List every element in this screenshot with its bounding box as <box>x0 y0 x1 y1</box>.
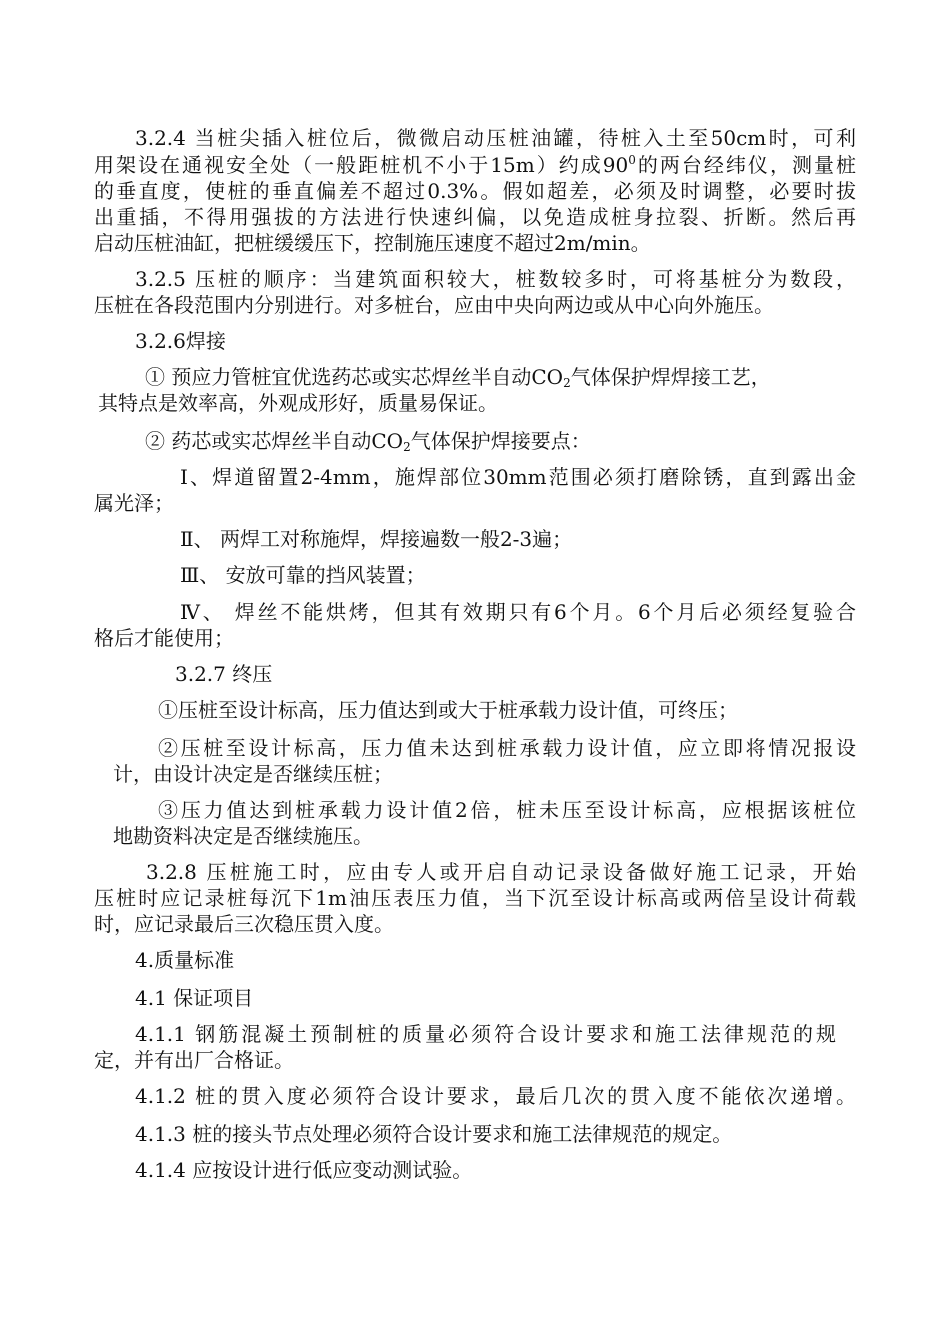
text-span: ② 药芯或实芯焊丝半自动CO <box>145 429 404 453</box>
list-item: Ⅰ、焊道留置2-4mm，施焊部位30mm范围必须打磨除锈，直到露出金 <box>180 465 856 489</box>
list-item: Ⅳ、 焊丝不能烘烤，但其有效期只有6个月。6个月后必须经复验合 <box>180 600 856 624</box>
list-item: 4.1.1 钢筋混凝土预制桩的质量必须符合设计要求和施工法律规范的规 <box>135 1022 836 1046</box>
text-line: 其特点是效率高，外观成形好，质量易保证。 <box>98 391 498 415</box>
subscript: 2 <box>563 376 571 390</box>
text-span: 气体保护焊接要点： <box>410 429 591 453</box>
subscript: 2 <box>403 440 411 454</box>
text-line: 的垂直度，使桩的垂直偏差不超过0.3%。假如超差，必须及时调整，必要时拔 <box>94 179 856 203</box>
text-line: 定，并有出厂合格证。 <box>94 1048 294 1072</box>
text-line: 属光泽； <box>94 491 174 515</box>
superscript: 0 <box>628 153 636 167</box>
text-line <box>94 152 856 178</box>
list-item: 4.1.3 桩的接头节点处理必须符合设计要求和施工法律规范的规定。 <box>135 1122 733 1146</box>
text-span: 的两台经纬仪，测量桩 <box>635 153 856 177</box>
list-item: Ⅱ、 两焊工对称施焊，焊接遍数一般2-3遍； <box>180 527 573 551</box>
text-line: 时，应记录最后三次稳压贯入度。 <box>94 912 394 936</box>
text-line: 启动压桩油缸，把桩缓缓压下，控制施压速度不超过2m/min。 <box>94 231 651 255</box>
list-item: ②压桩至设计标高，压力值未达到桩承载力设计值，应立即将情况报设 <box>158 736 856 760</box>
subsection-heading: 4.1 保证项目 <box>135 986 254 1010</box>
section-heading: 3.2.7 终压 <box>175 662 273 686</box>
text-line: 3.2.4 当桩尖插入桩位后，微微启动压桩油罐，待桩入土至50cm时，可利 <box>135 126 856 150</box>
text-line: 压桩时应记录桩每沉下1m油压表压力值，当下沉至设计标高或两倍呈设计荷载 <box>94 886 856 910</box>
text-line: 压桩在各段范围内分别进行。对多桩台，应由中央向两边或从中心向外施压。 <box>94 293 774 317</box>
section-heading: 4.质量标准 <box>135 948 235 972</box>
text-line: 计，由设计决定是否继续压桩； <box>113 762 393 786</box>
text-line <box>145 364 771 390</box>
list-item: 4.1.4 应按设计进行低应变动测试验。 <box>135 1158 473 1182</box>
text-span: 气体保护焊焊接工艺， <box>570 365 771 389</box>
text-span: 用架设在通视安全处（一般距桩机不小于15m）约成90 <box>94 153 629 177</box>
text-line: 3.2.5 压桩的顺序：当建筑面积较大，桩数较多时，可将基桩分为数段， <box>135 267 856 291</box>
list-item: Ⅲ、 安放可靠的挡风装置； <box>180 563 426 587</box>
list-item: ①压桩至设计标高，压力值达到或大于桩承载力设计值，可终压； <box>158 698 738 722</box>
text-span: ① 预应力管桩宜优选药芯或实芯焊丝半自动CO <box>145 365 564 389</box>
text-line: 格后才能使用； <box>94 626 234 650</box>
text-line <box>145 428 591 454</box>
text-line: 出重插，不得用强拔的方法进行快速纠偏，以免造成桩身拉裂、折断。然后再 <box>94 205 856 229</box>
text-line: 地勘资料决定是否继续施压。 <box>113 824 373 848</box>
list-item: ③压力值达到桩承载力设计值2倍，桩未压至设计标高，应根据该桩位 <box>158 798 856 822</box>
list-item: 4.1.2 桩的贯入度必须符合设计要求，最后几次的贯入度不能依次递增。 <box>135 1084 856 1108</box>
section-heading: 3.2.6焊接 <box>135 329 226 353</box>
text-line: 3.2.8 压桩施工时，应由专人或开启自动记录设备做好施工记录，开始 <box>146 860 856 884</box>
